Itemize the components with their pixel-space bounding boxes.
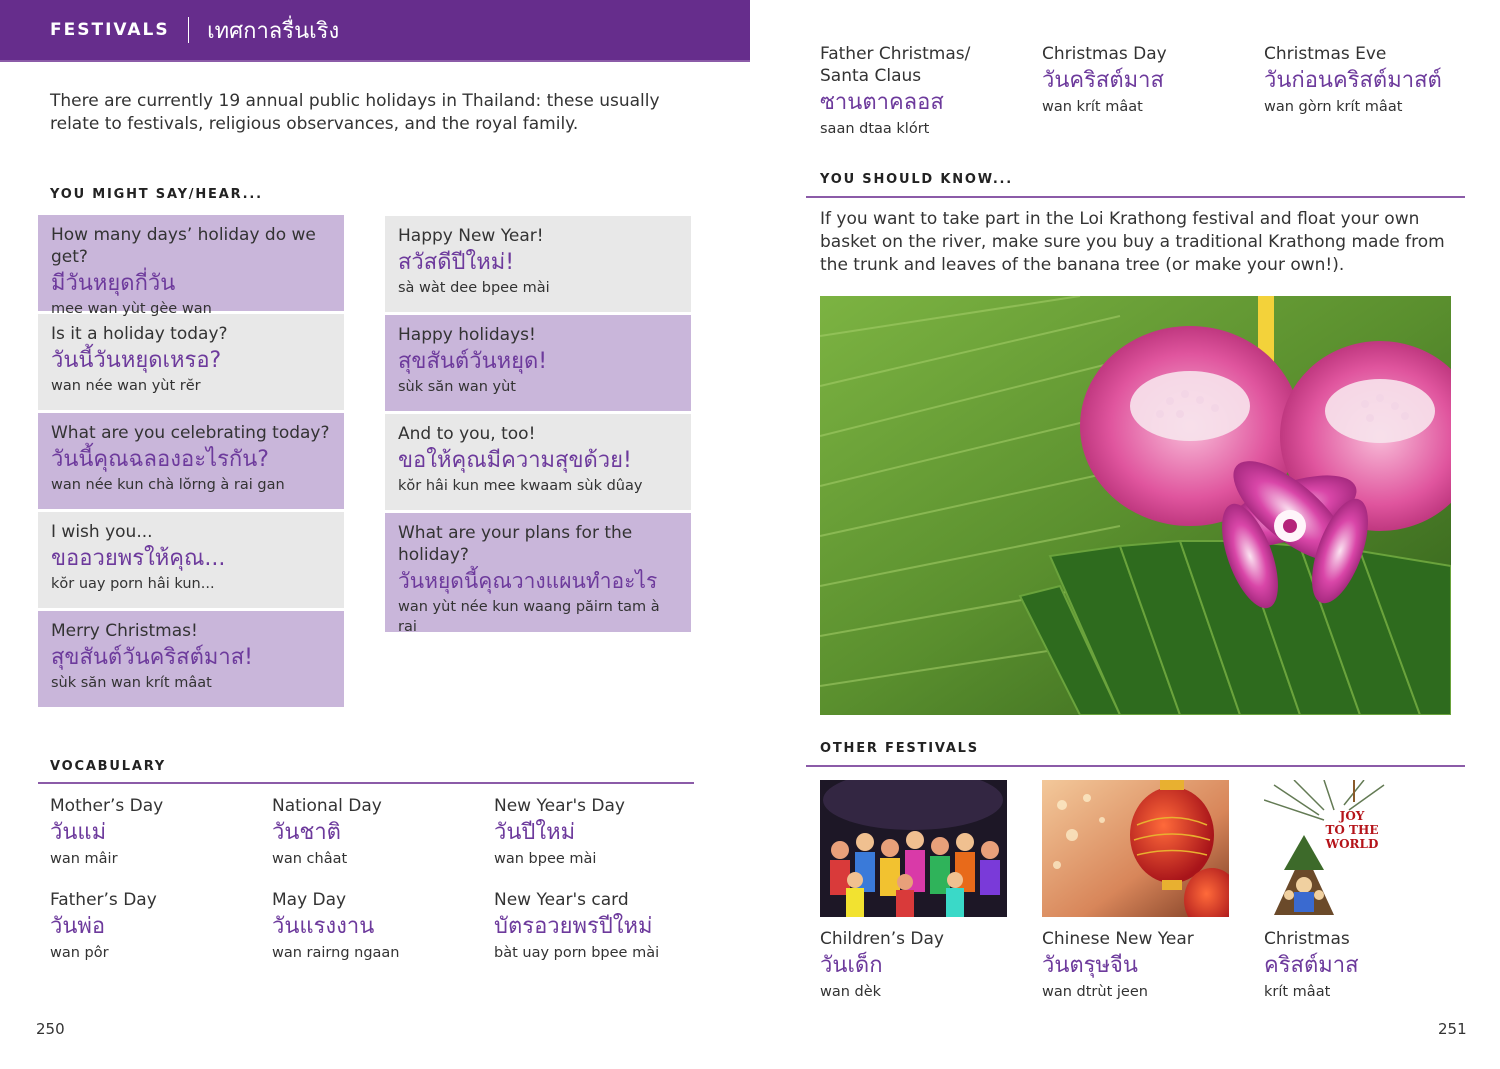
phrase-thai: วันหยุดนี้คุณวางแผนทำอะไร <box>398 569 658 593</box>
festival-item-christmas <box>1264 928 1474 1002</box>
phrase-thai: วันนี้คุณฉลองอะไรกัน? <box>51 447 269 472</box>
phrase-transliteration: wan née wan yùt rĕr <box>51 378 201 394</box>
phrase-transliteration: mee wan yùt gèe wan <box>51 301 212 317</box>
vocab-thai: วันชาติ <box>272 820 341 845</box>
krathong-photo <box>820 296 1451 715</box>
ornament-text-line3: WORLD <box>1325 837 1379 851</box>
phrase-transliteration: wan yùt née kun waang păirn tam à rai <box>398 599 660 635</box>
phrase-card <box>38 413 344 509</box>
vocab-item <box>1264 43 1474 117</box>
phrase-english: What are you celebrating today? <box>51 423 330 443</box>
vocab-transliteration: wan bpee mài <box>494 851 597 867</box>
vocab-english: National Day <box>272 796 382 816</box>
phrase-card <box>38 611 344 707</box>
phrase-english: What are your plans for the holiday? <box>398 523 633 565</box>
phrase-thai: มีวันหยุดกี่วัน <box>51 271 176 296</box>
vocab-transliteration: saan dtaa klórt <box>820 121 930 137</box>
page-number-left: 250 <box>36 1020 65 1038</box>
vocab-item <box>50 795 260 869</box>
phrase-card <box>385 513 691 635</box>
vocab-item <box>272 889 482 963</box>
vocab-item <box>494 795 704 869</box>
phrase-thai: สุขสันต์วันหยุด! <box>398 349 548 374</box>
krathong-illustration <box>820 296 1451 715</box>
phrase-english: Happy New Year! <box>398 226 544 246</box>
phrase-card <box>38 512 344 608</box>
vocab-english: Christmas Day <box>1042 44 1167 64</box>
vocab-english: Father Christmas/ Santa Claus <box>820 44 971 86</box>
vocab-thai: วันคริสต์มาส <box>1042 68 1164 93</box>
phrase-thai: สวัสดีปีใหม่! <box>398 250 515 275</box>
childrens-day-illustration <box>820 780 1007 917</box>
festival-item-chinese-new-year <box>1042 928 1252 1002</box>
phrases-section-label: YOU MIGHT SAY/HEAR... <box>50 187 263 202</box>
festival-thai: วันตรุษจีน <box>1042 953 1138 978</box>
vocab-english: Christmas Eve <box>1264 44 1387 64</box>
vocab-item <box>50 889 260 963</box>
vocab-english: New Year's card <box>494 890 629 910</box>
chapter-title-en: FESTIVALS <box>50 20 170 40</box>
phrase-thai: สุขสันต์วันคริสต์มาส! <box>51 645 253 670</box>
festival-transliteration: wan dèk <box>820 984 882 1000</box>
phrase-english: Merry Christmas! <box>51 621 198 641</box>
phrase-transliteration: sùk săn wan yùt <box>398 379 516 395</box>
vocab-thai: วันปีใหม่ <box>494 820 576 845</box>
christmas-photo <box>1264 780 1451 917</box>
vocab-transliteration: wan krít mâat <box>1042 99 1143 115</box>
phrase-english: Is it a holiday today? <box>51 324 228 344</box>
chapter-header <box>0 0 750 60</box>
phrase-english: I wish you... <box>51 522 153 542</box>
other-festivals-rule <box>806 765 1465 767</box>
phrase-english: Happy holidays! <box>398 325 536 345</box>
phrase-transliteration: wan née kun chà lŏrng à rai gan <box>51 477 285 493</box>
festival-thai: วันเด็ก <box>820 953 883 978</box>
vocab-item <box>820 43 1020 139</box>
phrase-card <box>38 215 344 317</box>
vocab-thai: วันแรงงาน <box>272 914 375 939</box>
vocab-thai: วันก่อนคริสต์มาสต์ <box>1264 68 1442 93</box>
phrase-transliteration: sùk săn wan krít mâat <box>51 675 212 691</box>
festival-transliteration: wan dtrùt jeen <box>1042 984 1148 1000</box>
phrase-card <box>385 315 691 411</box>
chinese-new-year-photo <box>1042 780 1229 917</box>
vocab-transliteration: bàt uay porn bpee mài <box>494 945 660 961</box>
phrase-transliteration: sà wàt dee bpee mài <box>398 280 550 296</box>
chinese-new-year-illustration <box>1042 780 1229 917</box>
vocab-item <box>272 795 482 869</box>
vocab-item <box>494 889 704 963</box>
chapter-title-th: เทศกาลรื่นเริง <box>207 18 340 44</box>
know-paragraph: If you want to take part in the Loi Krathong festival and float your own basket on the river, make sure you buy a traditional Krathong made from the trunk and leaves of the banana tree (or make your own!). <box>820 209 1445 275</box>
festival-english: Chinese New Year <box>1042 929 1194 949</box>
vocab-english: Father’s Day <box>50 890 157 910</box>
phrase-thai: ขออวยพรให้คุณ... <box>51 546 226 571</box>
christmas-ornament-illustration <box>1264 780 1451 917</box>
vocab-thai: บัตรอวยพรปีใหม่ <box>494 914 653 939</box>
festival-thai: คริสต์มาส <box>1264 953 1359 978</box>
header-rule <box>0 60 750 62</box>
childrens-day-photo <box>820 780 1007 917</box>
vocabulary-section-label: VOCABULARY <box>50 759 167 774</box>
know-rule <box>806 196 1465 198</box>
phrase-card <box>385 216 691 312</box>
know-section-label: YOU SHOULD KNOW... <box>820 172 1014 187</box>
vocab-english: May Day <box>272 890 347 910</box>
phrase-thai: ขอให้คุณมีความสุขด้วย! <box>398 448 632 473</box>
phrase-english: And to you, too! <box>398 424 536 444</box>
vocab-item <box>1042 43 1252 117</box>
vocab-transliteration: wan pôr <box>50 945 109 961</box>
vocab-english: Mother’s Day <box>50 796 164 816</box>
festival-english: Children’s Day <box>820 929 944 949</box>
ornament-text-line2: TO THE <box>1325 823 1379 837</box>
phrase-thai: วันนี้วันหยุดเหรอ? <box>51 348 222 373</box>
vocab-thai: วันแม่ <box>50 820 107 845</box>
vocab-transliteration: wan gòrn krít mâat <box>1264 99 1403 115</box>
vocab-transliteration: wan châat <box>272 851 348 867</box>
phrase-english: How many days’ holiday do we get? <box>51 225 316 267</box>
phrase-card <box>385 414 691 510</box>
phrase-column-2 <box>385 216 691 635</box>
vocab-transliteration: wan rairng ngaan <box>272 945 400 961</box>
festival-transliteration: krít mâat <box>1264 984 1331 1000</box>
festival-item-childrens-day <box>820 928 1030 1002</box>
vocab-english: New Year's Day <box>494 796 625 816</box>
phrase-column-1 <box>38 215 344 710</box>
vocab-transliteration: wan mâir <box>50 851 118 867</box>
phrase-transliteration: kŏr hâi kun mee kwaam sùk dûay <box>398 478 643 494</box>
intro-paragraph: There are currently 19 annual public holidays in Thailand: these usually relate to festivals, religious observances, and the royal family. <box>50 91 660 134</box>
vocab-thai: วันพ่อ <box>50 914 106 939</box>
festival-english: Christmas <box>1264 929 1350 949</box>
phrase-card <box>38 314 344 410</box>
other-festivals-section-label: OTHER FESTIVALS <box>820 741 979 756</box>
ornament-text-line1: JOY <box>1339 809 1365 823</box>
page-number-right: 251 <box>1438 1020 1467 1038</box>
header-divider <box>188 17 190 43</box>
vocabulary-rule <box>38 782 694 784</box>
vocab-thai: ซานตาคลอส <box>820 90 944 115</box>
phrase-transliteration: kŏr uay porn hâi kun... <box>51 576 215 592</box>
